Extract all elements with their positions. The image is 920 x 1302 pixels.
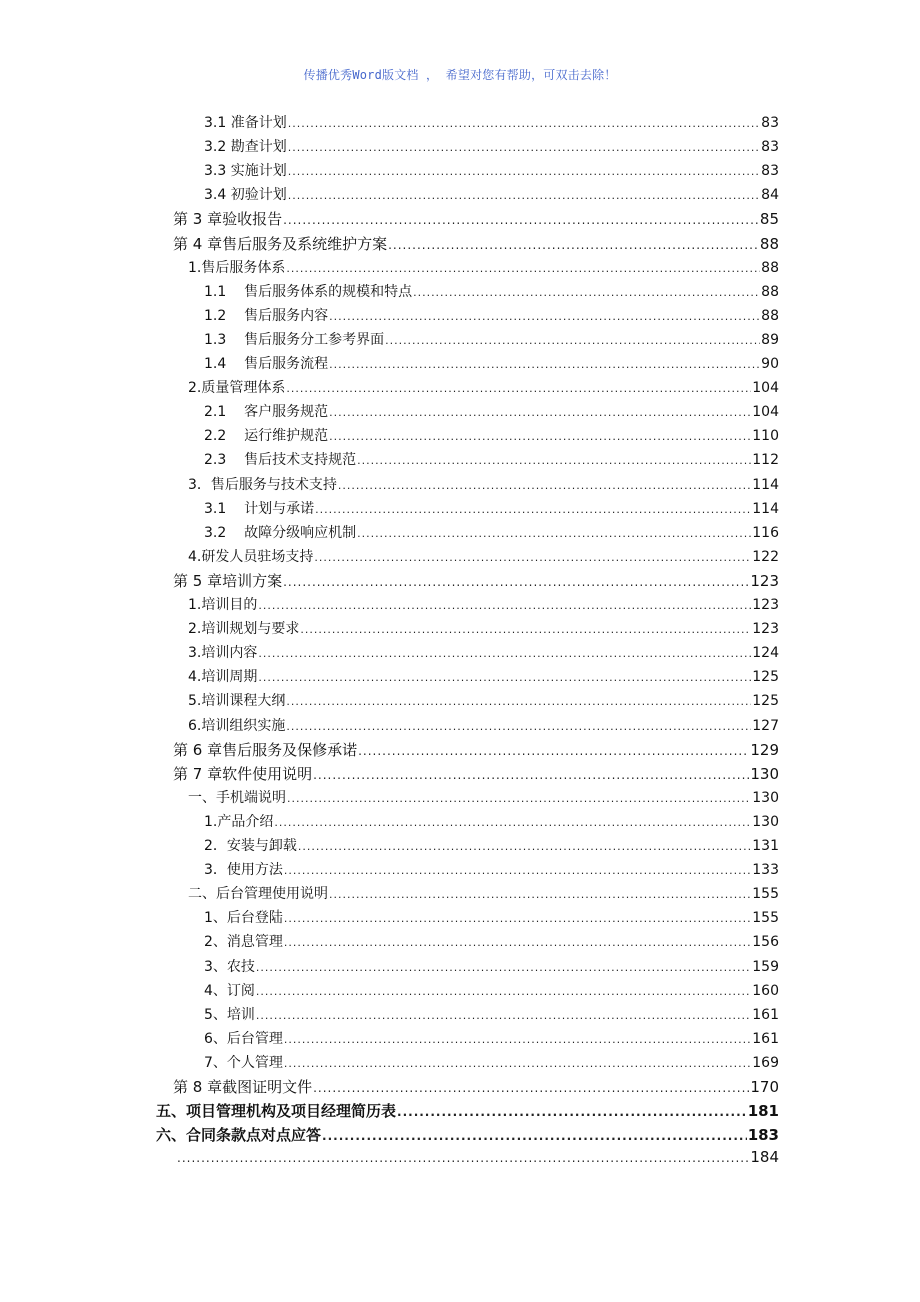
toc-entry-title: 3.1 准备计划 (204, 115, 287, 131)
toc-page-number: 127 (752, 717, 779, 734)
toc-entry-title: 第 8 章截图证明文件 (173, 1078, 313, 1096)
toc-entry-title: 1.产品介绍 (204, 813, 274, 830)
toc-entry[interactable] (204, 305, 779, 329)
toc-entry[interactable] (176, 1148, 779, 1172)
toc-page-number: 161 (752, 1006, 779, 1023)
toc-leader-dots (284, 1057, 751, 1070)
toc-page-number: 161 (752, 1030, 779, 1047)
toc-entry[interactable] (173, 739, 779, 763)
toc-page-number: 123 (750, 571, 779, 590)
toc-page-number: 110 (752, 428, 779, 445)
toc-leader-dots (315, 503, 751, 516)
toc-entry-title: 1.2 售后服务内容 (204, 307, 329, 324)
toc-entry-title: 3．使用方法 (204, 862, 283, 879)
toc-entry-title: 二、后台管理使用说明 (188, 886, 328, 903)
page-header: 传播优秀Word版文档 ， 希望对您有帮助，可双击去除！ (303, 68, 617, 82)
toc-page-number: 114 (752, 476, 779, 493)
toc-entry-title: 3.2 故障分级响应机制 (204, 524, 357, 541)
toc-leader-dots (322, 1129, 747, 1143)
toc-leader-dots (283, 575, 749, 589)
toc-entry[interactable] (173, 763, 779, 787)
toc-entry[interactable] (204, 112, 779, 136)
toc-page-number: 116 (752, 524, 779, 541)
toc-leader-dots (258, 599, 751, 612)
toc-leader-dots (284, 936, 751, 949)
toc-page-number: 130 (752, 813, 779, 830)
toc-leader-dots (298, 840, 751, 853)
toc-entry[interactable] (188, 257, 779, 281)
toc-entry-title: 5、培训 (204, 1006, 255, 1023)
toc-leader-dots (329, 406, 751, 419)
toc-leader-dots (287, 792, 751, 805)
toc-entry-title: 4、订阅 (204, 982, 255, 999)
toc-entry-title: 第 7 章软件使用说明 (173, 764, 313, 783)
toc-leader-dots (284, 1033, 751, 1046)
toc-page-number: 88 (761, 307, 779, 324)
toc-leader-dots (329, 430, 751, 443)
toc-entry-title: 2、消息管理 (204, 934, 283, 951)
toc-leader-dots (329, 358, 760, 371)
toc-entry[interactable] (188, 690, 779, 714)
toc-entry-title: 7、个人管理 (204, 1054, 283, 1071)
toc-leader-dots (338, 479, 751, 492)
toc-entry[interactable] (204, 931, 779, 955)
toc-entry-title: 4.研发人员驻场支持 (188, 548, 314, 565)
toc-entry[interactable] (204, 425, 779, 449)
toc-entry-title: 第 4 章售后服务及系统维护方案 (173, 234, 388, 253)
toc-page-number: 131 (752, 838, 779, 854)
toc-entry-title: 5.培训课程大纲 (188, 693, 286, 710)
toc-page-number: 130 (752, 789, 779, 806)
toc-leader-dots (284, 912, 751, 925)
toc-entry[interactable] (188, 715, 779, 739)
toc-page-number: 181 (747, 1102, 779, 1121)
toc-entry-title: 3．售后服务与技术支持 (188, 476, 337, 493)
toc-entry[interactable] (188, 883, 779, 907)
toc-entry-title: 一、手机端说明 (188, 789, 286, 806)
toc-entry[interactable] (188, 666, 779, 690)
toc-page-number: 183 (747, 1126, 779, 1145)
toc-page-number: 112 (752, 452, 779, 469)
toc-entry[interactable] (188, 618, 779, 642)
toc-leader-dots (300, 623, 751, 636)
toc-entry-title: 1、后台登陆 (204, 910, 283, 927)
toc-leader-dots (397, 1105, 747, 1119)
toc-entry[interactable] (204, 353, 779, 377)
toc-leader-dots (385, 334, 760, 347)
toc-entry[interactable] (188, 546, 779, 570)
toc-page-number: 170 (750, 1078, 779, 1096)
toc-entry-title: 2.培训规划与要求 (188, 621, 300, 638)
toc-entry[interactable] (188, 787, 779, 811)
toc-entry[interactable] (188, 474, 779, 498)
toc-page-number: 155 (752, 910, 779, 927)
toc-leader-dots (358, 744, 749, 758)
toc-entry[interactable] (204, 449, 779, 473)
toc-page-number: 130 (750, 764, 779, 783)
toc-page-number: 169 (752, 1054, 779, 1071)
toc-entry-title: 3.培训内容 (188, 645, 258, 662)
toc-page-number: 123 (752, 597, 779, 613)
toc-entry-title: 3、农技 (204, 958, 255, 975)
toc-entry-title: 3.3 实施计划 (204, 163, 287, 180)
toc-leader-dots (388, 238, 759, 252)
toc-entry-title: 第 6 章售后服务及保修承诺 (173, 740, 358, 759)
toc-entry-title: 六、合同条款点对点应答 (156, 1126, 322, 1145)
toc-entry-title: 2.1 客户服务规范 (204, 404, 329, 421)
toc-leader-dots (329, 310, 760, 323)
toc-leader-dots (313, 1081, 749, 1095)
toc-leader-dots (256, 1009, 751, 1022)
toc-page-number: 104 (752, 404, 779, 421)
toc-leader-dots (313, 768, 749, 782)
toc-leader-dots (288, 165, 760, 178)
toc-entry-title: 第 5 章培训方案 (173, 571, 283, 590)
toc-entry-title: 1.3 售后服务分工参考界面 (204, 331, 385, 348)
toc-entry-title: 2.质量管理体系 (188, 380, 286, 397)
toc-page-number: 88 (759, 234, 779, 253)
toc-page-number: 83 (761, 139, 779, 156)
toc-leader-dots (357, 454, 751, 467)
toc-leader-dots (286, 262, 760, 275)
toc-entry[interactable] (204, 980, 779, 1004)
toc-page-number: 125 (752, 669, 779, 686)
toc-leader-dots (274, 816, 751, 829)
toc-page-number: 84 (761, 187, 779, 204)
toc-entry[interactable] (173, 208, 779, 232)
toc-leader-dots (284, 864, 751, 877)
toc-entry[interactable] (188, 377, 779, 401)
toc-entry[interactable] (204, 281, 779, 305)
toc-entry[interactable] (188, 642, 779, 666)
toc-leader-dots (357, 527, 751, 540)
toc-entry[interactable] (204, 956, 779, 980)
toc-page-number: 160 (752, 982, 779, 999)
toc-page-number: 122 (752, 548, 779, 565)
toc-entry[interactable] (204, 1028, 779, 1052)
toc-page-number: 88 (761, 259, 779, 276)
toc-page-number: 129 (750, 740, 779, 759)
toc-page-number: 83 (761, 115, 779, 131)
toc-page-number: 124 (752, 645, 779, 662)
toc-entry-title: 6、后台管理 (204, 1030, 283, 1047)
toc-entry-title: 第 3 章验收报告 (173, 210, 283, 229)
toc-entry[interactable] (204, 136, 779, 160)
toc-page-number: 83 (761, 163, 779, 180)
toc-page-number: 85 (759, 210, 779, 229)
toc-entry[interactable] (204, 401, 779, 425)
toc-entry-title: 3.4 初验计划 (204, 187, 287, 204)
toc-leader-dots (288, 141, 760, 154)
toc-entry[interactable] (173, 233, 779, 257)
toc-leader-dots (413, 286, 760, 299)
toc-leader-dots (256, 985, 751, 998)
toc-entry[interactable] (204, 160, 779, 184)
toc-entry[interactable] (204, 907, 779, 931)
toc-entry-title: 五、项目管理机构及项目经理简历表 (156, 1102, 397, 1121)
toc-page-number: 89 (761, 331, 779, 348)
toc-page-number: 184 (750, 1148, 779, 1167)
toc-entry[interactable] (204, 1004, 779, 1028)
toc-page-number: 156 (752, 934, 779, 951)
toc-leader-dots (288, 189, 760, 202)
toc-entry-title: 1.4 售后服务流程 (204, 356, 329, 372)
toc-page-number: 159 (752, 958, 779, 975)
toc-leader-dots (177, 1151, 749, 1165)
toc-page-number: 114 (752, 500, 779, 517)
toc-page-number: 88 (761, 283, 779, 300)
toc-page-number: 123 (752, 621, 779, 638)
toc-page-number: 155 (752, 886, 779, 903)
toc-entry[interactable] (204, 835, 779, 859)
toc-leader-dots (286, 720, 751, 733)
toc-entry[interactable] (204, 329, 779, 353)
toc-leader-dots (258, 647, 751, 660)
toc-leader-dots (286, 382, 751, 395)
toc-entry-title: 1.培训目的 (188, 597, 258, 613)
toc-leader-dots (288, 117, 760, 130)
toc-entry[interactable] (173, 570, 779, 594)
toc-page-number: 90 (761, 356, 779, 372)
toc-entry-title: 2．安装与卸载 (204, 838, 297, 854)
toc-entry-title: 3.1 计划与承诺 (204, 500, 315, 517)
toc-entry[interactable] (156, 1100, 779, 1124)
toc-entry[interactable] (204, 522, 779, 546)
toc-entry[interactable] (204, 859, 779, 883)
toc-leader-dots (329, 888, 751, 901)
toc-leader-dots (258, 671, 751, 684)
toc-entry-title: 4.培训周期 (188, 669, 258, 686)
toc-leader-dots (283, 213, 759, 227)
toc-page-number: 104 (752, 380, 779, 397)
toc-entry[interactable] (204, 184, 779, 208)
toc-leader-dots (256, 961, 751, 974)
toc-leader-dots (314, 551, 751, 564)
toc-entry-title: 6.培训组织实施 (188, 717, 286, 734)
toc-entry-title: 1.1 售后服务体系的规模和特点 (204, 283, 413, 300)
toc-entry-title: 2.2 运行维护规范 (204, 428, 329, 445)
toc-entry-title: 2.3 售后技术支持规范 (204, 452, 357, 469)
toc-leader-dots (286, 695, 751, 708)
toc-entry-title: 1.售后服务体系 (188, 259, 286, 276)
toc-page-number: 133 (752, 862, 779, 879)
toc-entry[interactable] (188, 594, 779, 618)
toc-entry[interactable] (204, 498, 779, 522)
toc-entry-title: 3.2 勘查计划 (204, 139, 287, 156)
toc-entry[interactable] (204, 1052, 779, 1076)
toc-entry[interactable] (173, 1076, 779, 1100)
toc-page-number: 125 (752, 693, 779, 710)
toc-entry[interactable] (156, 1124, 779, 1148)
toc-entry[interactable] (204, 811, 779, 835)
